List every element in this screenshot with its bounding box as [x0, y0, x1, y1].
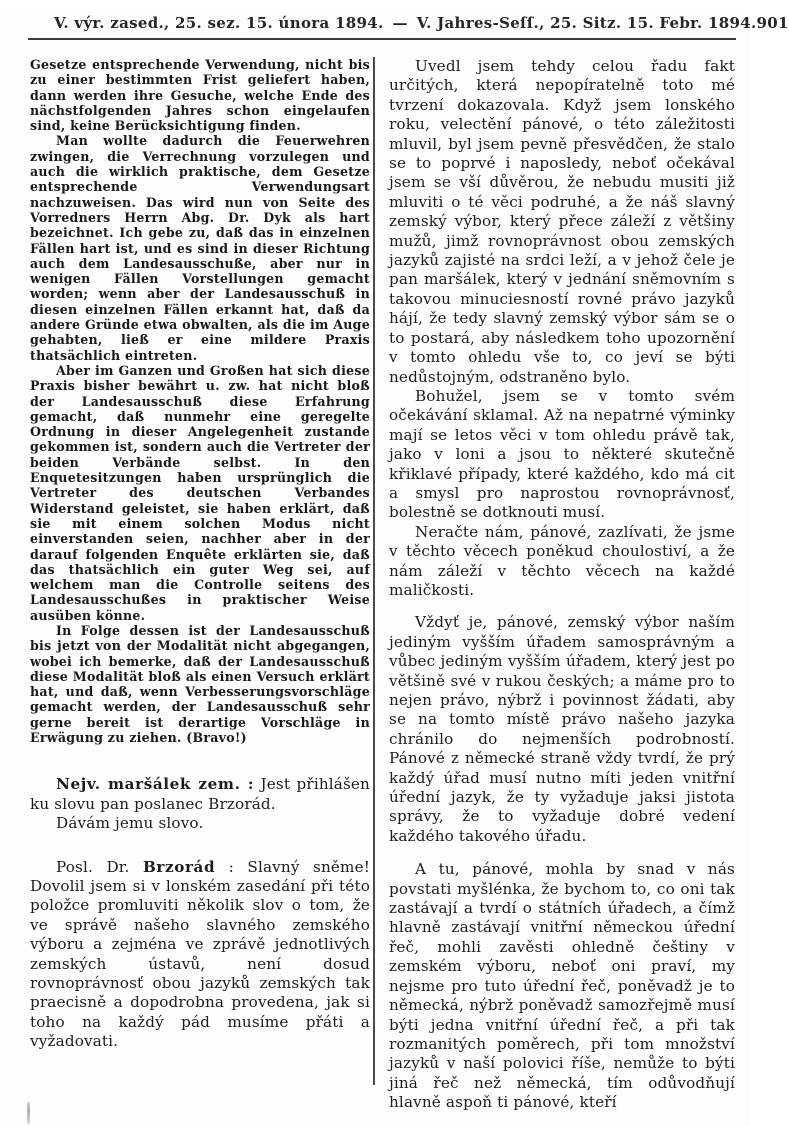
paragraph	[389, 523, 735, 601]
text-run: Man wollte dadurch die Feuerwehren zwingen, die Verrechnung vorzulegen und auch die wirklich praktische, dem Gesetze entsprechende Verwendungsart nachzuweisen. Das wird nun von Seite des Vorredners Herrn Abg. Dr. Dyk als hart bezeichnet. Ich gebe zu, daß das in einzelnen Fällen hart ist, und es sind in dieser Richtung auch dem Landesausschuße, aber nur in wenigen Fällen Vorstellungen gemacht worden; wenn aber der Landesausschuß in diesen einzelnen Fällen erkannt hat, daß da andere Gründe etwa obwalten, als die im Auge gehabten, ließ er eine mildere Praxis thatsächlich eintreten.	[30, 133, 370, 363]
speaker-name: Brzorád	[142, 857, 216, 876]
paragraph	[30, 133, 370, 362]
page-number: 901	[756, 14, 789, 32]
text-run: Neračte nám, pánové, zazlívati, že jsme v těchto věcech poněkud choulostiví, a že nám záleží v těchto věcech na každé maličkosti.	[389, 522, 735, 599]
text-run: : Slavný sněme! Dovolil jsem si v lonském zasedání při této položce promluviti několik slov o tom, že ve správě našeho slavného zemského výboru a zejména ve zprávě jednotlivých zemských ústavů, není dosud rovnoprávnosť obou jazyků zemských tak praecisně a dopodrobna provedena, jak si toho na každý pád musíme přáti a vyžadovati.	[30, 857, 370, 1051]
text-run: Vždyť je, pánové, zemský výbor naším jediným vyšším úřadem samosprávným a vůbec jediným vyšším úřadem, který jest po většině své v rukou českých; a máme pro to nejen právo, nýbrž i povinnost žádati, aby se na tomto místě právo našeho jazyka chránilo do nejmenších podrobností. Pánové z německé straně vždy tvrdí, že prý každý úřad musí nutno míti jeden vnitřní úřední jazyk, že ty vyžaduje jaksi jistota správy, že to vyžaduje dobré vedení každého takového úřadu.	[389, 613, 735, 845]
text-run: Posl. Dr.	[56, 857, 143, 876]
document-page	[0, 14, 789, 1126]
header-czech-session: V. výr. zased., 25. sez. 15. února 1894.	[54, 14, 384, 32]
paragraph	[30, 363, 370, 623]
column-divider-rule	[373, 57, 375, 1085]
scan-artifact	[27, 1102, 30, 1124]
text-run: Gesetze entsprechende Verwendung, nicht bis zu einer bestimmten Frist geliefert haben, dann werden ihre Gesuche, welche Ende des nächstfolgenden Jahres schon eingelaufen sind, keine Berücksichtigung finden.	[30, 57, 370, 134]
paragraph	[30, 814, 370, 833]
paragraph	[30, 775, 370, 814]
paragraph	[30, 858, 370, 1052]
paragraph	[389, 613, 735, 846]
text-run: Bohužel, jsem se v tomto svém očekávání sklamal. Až na nepatrné výminky mají se letos věci v tom ohledu právě tak, jako v loni a jsou to některé skutečně křiklavé případy, které každého, kdo má cit a smysl pro naprostou rovnoprávnosť, bolestně se dotknouti musí.	[389, 386, 735, 522]
header-session-titles	[54, 14, 757, 32]
header-dash: —	[392, 14, 408, 32]
text-run: A tu, pánové, mohla by snad v nás povstati myšlénka, že bychom to, co oni tak zastávají a tvrdí o státních úřadech, a čímž hlavně zastávají vnitřní německou úřední řeč, mohli zavěsti ohledně češtiny v zemském výboru, neboť oni praví, my nejsme pro tuto úřední řeč, poněvadž je to německá, nýbrž poněvadž samozřejmě musí býti jedna vnitřní úřední řeč, a při tak rozmanitých poměrech, při tom množství jazyků v naší polovici říše, nemůže to býti jiná řeč než německá, tím odůvodňují hlavně aspoň ti pánové, kteří	[389, 860, 735, 1112]
paragraph	[30, 57, 370, 133]
text-run: Uvedl jsem tehdy celou řadu fakt určitých, která nepopíratelně toto mé tvrzení dokazovala. Když jsem lonského roku, velectění pánové, o této záležitosti mluvil, byl jsem pevně přesvědčen, že stalo se to poprvé i naposledy, neboť očekával jsem se vší důvěrou, že nebudu musiti již mluviti o té věci podruhé, a že náš slavný zemský výbor, který přece záleží z většiny mužů, jimž rovnoprávnost obou zemských jazyků zajisté na srdci leží, a v jehož čele je pan maršálek, který v jednání sněmovním s takovou minuciesností rovné právo jazyků hájí, že tedy slavný zemský výbor sám se o to postará, aby následkem toho upozornění v tomto ohledu vše to, co jeví se býti nedůstojným, odstraněno bylo.	[389, 57, 735, 386]
header-german-session: V. Jahres-Seſſ., 25. Sitz. 15. Febr. 1894.	[416, 14, 757, 32]
paragraph	[389, 57, 735, 387]
text-run: Aber im Ganzen und Großen hat sich diese Praxis bisher bewährt u. zw. hat nicht bloß der Landesausschuß diese Erfahrung gemacht, daß nunmehr eine geregelte Ordnung in dieser Angelegenheit zustande gekommen ist, sondern auch die Vertreter der beiden Verbände selbst. In den Enquetesitzungen haben ursprünglich die Vertreter des deutschen Verbandes Widerstand geleistet, sie haben erklärt, daß sie mit einem solchen Modus nicht einverstanden seien, nachher aber in der darauf folgenden Enquête erklärten sie, daß das thatsächlich ein guter Weg sei, auf welchem man die Controlle seitens des Landesausschußes in praktischer Weise ausüben könne.	[30, 362, 370, 623]
right-column-czech	[389, 57, 735, 1113]
left-column-german	[30, 57, 370, 1113]
paragraph	[30, 623, 370, 745]
text-run: In Folge dessen ist der Landesausschuß bis jetzt von der Modalität nicht abgegangen, wobei ich bemerke, daß der Landesausschuß diese Modalität bloß als einen Versuch erklärt hat, und daß, wenn Verbesserungsvorschläge gemacht werden, der Landesausschuß sehr gerne bereit ist derartige Vorschläge in Erwägung zu ziehen. (Bravo!)	[30, 622, 370, 746]
running-header	[28, 14, 789, 40]
paragraph	[389, 860, 735, 1112]
text-columns	[30, 57, 735, 1113]
text-run: Jest přihlášen ku slovu pan poslanec Brzorád.	[30, 775, 370, 813]
text-run: Dávám jemu slovo.	[56, 814, 204, 833]
paragraph	[389, 387, 735, 523]
speaker-name: Nejv. maršálek zem. :	[56, 775, 255, 794]
